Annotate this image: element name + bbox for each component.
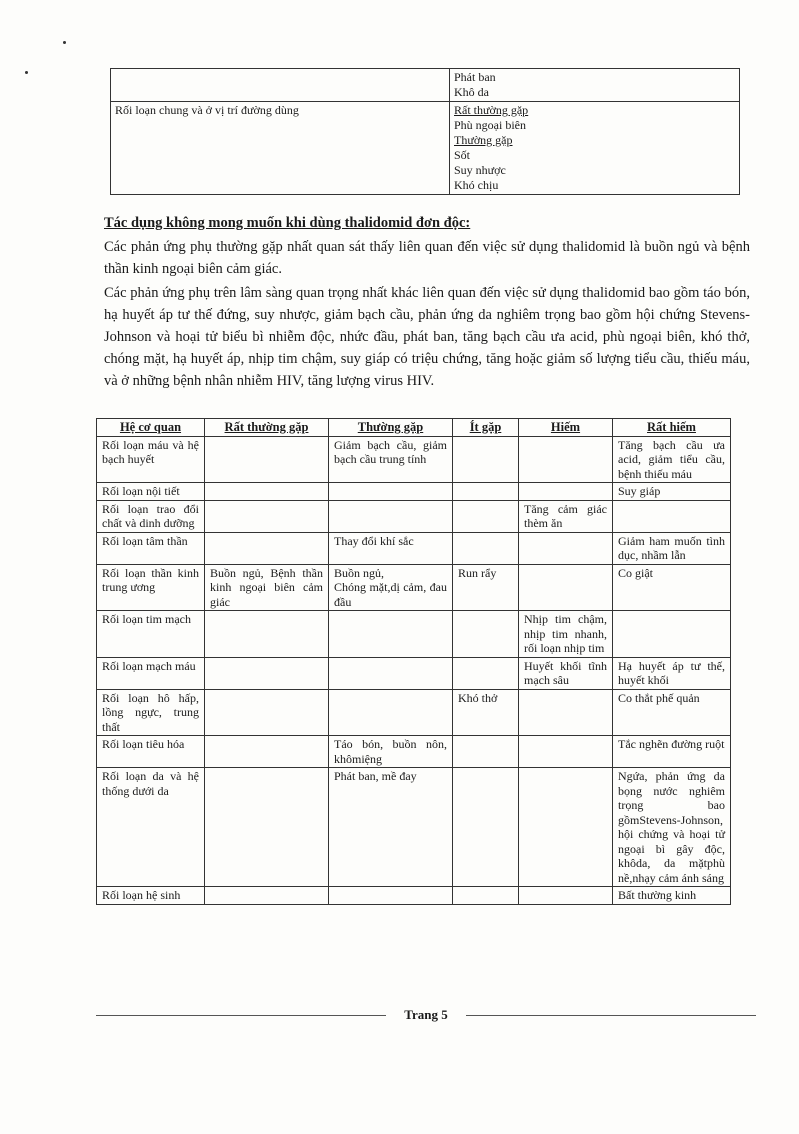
effect-line: Khô da [454, 85, 489, 99]
frequency-cell [205, 689, 329, 736]
frequency-cell [453, 483, 519, 501]
organ-class-cell: Rối loạn tâm thần [97, 532, 205, 564]
effect-line: Thường gặp [454, 133, 513, 147]
column-header: Hệ cơ quan [97, 419, 205, 437]
footer-rule-left [96, 1015, 386, 1016]
frequency-cell [519, 564, 613, 611]
column-header: Rất hiếm [613, 419, 731, 437]
column-header: Rất thường gặp [205, 419, 329, 437]
frequency-cell [329, 500, 453, 532]
effects-cell [450, 102, 740, 195]
frequency-cell [205, 532, 329, 564]
table-row [97, 500, 731, 532]
organ-class-cell: Rối loạn trao đổi chất và dinh dưỡng [97, 500, 205, 532]
frequency-cell [329, 887, 453, 905]
frequency-cell [519, 736, 613, 768]
frequency-cell [613, 500, 731, 532]
frequency-cell [205, 736, 329, 768]
frequency-cell [205, 887, 329, 905]
frequency-cell: Tăng cảm giác thèm ăn [519, 500, 613, 532]
frequency-cell [453, 887, 519, 905]
effect-line: Suy nhược [454, 163, 506, 177]
frequency-cell [205, 436, 329, 483]
organ-class-cell: Rối loạn máu và hệ bạch huyết [97, 436, 205, 483]
frequency-cell [453, 500, 519, 532]
frequency-cell [519, 436, 613, 483]
table-row [97, 736, 731, 768]
table-row [97, 887, 731, 905]
table-row [97, 611, 731, 658]
page-footer [96, 1005, 756, 1025]
column-header: Thường gặp [329, 419, 453, 437]
frequency-cell: Nhịp tim chậm, nhịp tim nhanh, rối loạn nhịp tim [519, 611, 613, 658]
frequency-cell: Phát ban, mề đay [329, 768, 453, 887]
table-row [97, 564, 731, 611]
frequency-cell [205, 500, 329, 532]
frequency-cell: Tắc nghẽn đường ruột [613, 736, 731, 768]
frequency-cell: Bất thường kinh [613, 887, 731, 905]
organ-class-cell: Rối loạn hệ sinh [97, 887, 205, 905]
organ-class-cell [111, 69, 450, 102]
table-row [97, 483, 731, 501]
frequency-cell: Huyết khối tĩnh mạch sâu [519, 657, 613, 689]
frequency-cell: Buồn ngủ, Chóng mặt,dị cảm, đau đầu [329, 564, 453, 611]
organ-class-cell: Rối loạn tiêu hóa [97, 736, 205, 768]
footer-rule-right [466, 1015, 756, 1016]
frequency-cell: Táo bón, buồn nôn, khômiệng [329, 736, 453, 768]
frequency-cell [613, 611, 731, 658]
paragraph-important-effects: Các phản ứng phụ trên lâm sàng quan trọng nhất khác liên quan đến việc sử dụng thalidomid bao gồm táo bón, hạ huyết áp tư thế đứng, suy nhược, giảm bạch cầu, phản ứng da nghiêm trọng bao gồm hội chứng Stevens-Johnson và hoại tử biểu bì nhiễm độc, nhức đầu, phát ban, tăng bạch cầu ưa acid, phù ngoại biên, khó thở, chóng mặt, hạ huyết áp, nhịp tim chậm, suy giáp có triệu chứng, tăng hoặc giảm số lượng tiểu cầu, thiếu máu, và ở những bệnh nhân nhiễm HIV, tăng lượng virus HIV. [104, 285, 750, 389]
frequency-cell [205, 611, 329, 658]
frequency-cell: Co giật [613, 564, 731, 611]
organ-class-cell: Rối loạn thần kinh trung ương [97, 564, 205, 611]
adverse-effects-table [96, 418, 731, 905]
effect-line: Phù ngoại biên [454, 118, 526, 132]
frequency-cell: Giảm ham muốn tình dục, nhầm lẫn [613, 532, 731, 564]
frequency-cell [519, 768, 613, 887]
frequency-cell [519, 532, 613, 564]
frequency-cell [329, 611, 453, 658]
frequency-cell [329, 689, 453, 736]
organ-class-cell: Rối loạn chung và ở vị trí đường dùng [111, 102, 450, 195]
table-row [97, 768, 731, 887]
table-row [111, 102, 740, 195]
paragraph-common-effects: Các phản ứng phụ thường gặp nhất quan sát thấy liên quan đến việc sử dụng thalidomid là buồn ngủ và bệnh thần kinh ngoại biên cảm giác. [104, 239, 750, 277]
page-number: Trang 5 [404, 1007, 448, 1022]
frequency-cell: Co thắt phế quản [613, 689, 731, 736]
frequency-cell [329, 483, 453, 501]
table-row [97, 689, 731, 736]
section-heading: Tác dụng không mong muốn khi dùng thalidomid đơn độc: [104, 215, 471, 231]
frequency-cell [329, 657, 453, 689]
frequency-cell: Suy giáp [613, 483, 731, 501]
column-header: Hiếm [519, 419, 613, 437]
organ-class-cell: Rối loạn da và hệ thống dưới da [97, 768, 205, 887]
frequency-cell [453, 611, 519, 658]
organ-class-cell: Rối loạn tim mạch [97, 611, 205, 658]
frequency-cell [519, 887, 613, 905]
frequency-cell [453, 736, 519, 768]
frequency-cell: Khó thở [453, 689, 519, 736]
frequency-cell [453, 436, 519, 483]
effect-line: Phát ban [454, 70, 496, 84]
scan-speck [63, 41, 66, 44]
scan-speck [25, 71, 28, 74]
column-header: Ít gặp [453, 419, 519, 437]
frequency-cell [453, 768, 519, 887]
frequency-cell [519, 689, 613, 736]
frequency-cell: Ngứa, phản ứng da bọng nước nghiêm trọng bao gồmStevens-Johnson, hội chứng và hoại tử ngoại bì gây độc, khôda, da mặtphù nề,nhạy cảm ánh sáng [613, 768, 731, 887]
frequency-cell [519, 483, 613, 501]
frequency-cell: Tăng bạch cầu ưa acid, giảm tiểu cầu, bệnh thiếu máu [613, 436, 731, 483]
organ-class-cell: Rối loạn hô hấp, lồng ngực, trung thất [97, 689, 205, 736]
frequency-cell [453, 532, 519, 564]
table-header-row [97, 419, 731, 437]
frequency-cell: Run rẩy [453, 564, 519, 611]
frequency-cell: Thay đổi khí sắc [329, 532, 453, 564]
effect-line: Khó chịu [454, 178, 499, 192]
frequency-cell: Buồn ngủ, Bệnh thần kinh ngoại biên cảm giác [205, 564, 329, 611]
organ-class-cell: Rối loạn mạch máu [97, 657, 205, 689]
frequency-cell [205, 768, 329, 887]
organ-class-cell: Rối loạn nội tiết [97, 483, 205, 501]
frequency-cell: Hạ huyết áp tư thế, huyết khối [613, 657, 731, 689]
frequency-cell [205, 483, 329, 501]
effects-cell [450, 69, 740, 102]
frequency-cell [453, 657, 519, 689]
continued-effects-table [110, 68, 740, 195]
table-row [111, 69, 740, 102]
table-row [97, 436, 731, 483]
frequency-cell [205, 657, 329, 689]
frequency-cell: Giảm bạch cầu, giảm bạch cầu trung tính [329, 436, 453, 483]
effect-line: Sốt [454, 148, 471, 162]
table-row [97, 532, 731, 564]
table-row [97, 657, 731, 689]
effect-line: Rất thường gặp [454, 103, 529, 117]
